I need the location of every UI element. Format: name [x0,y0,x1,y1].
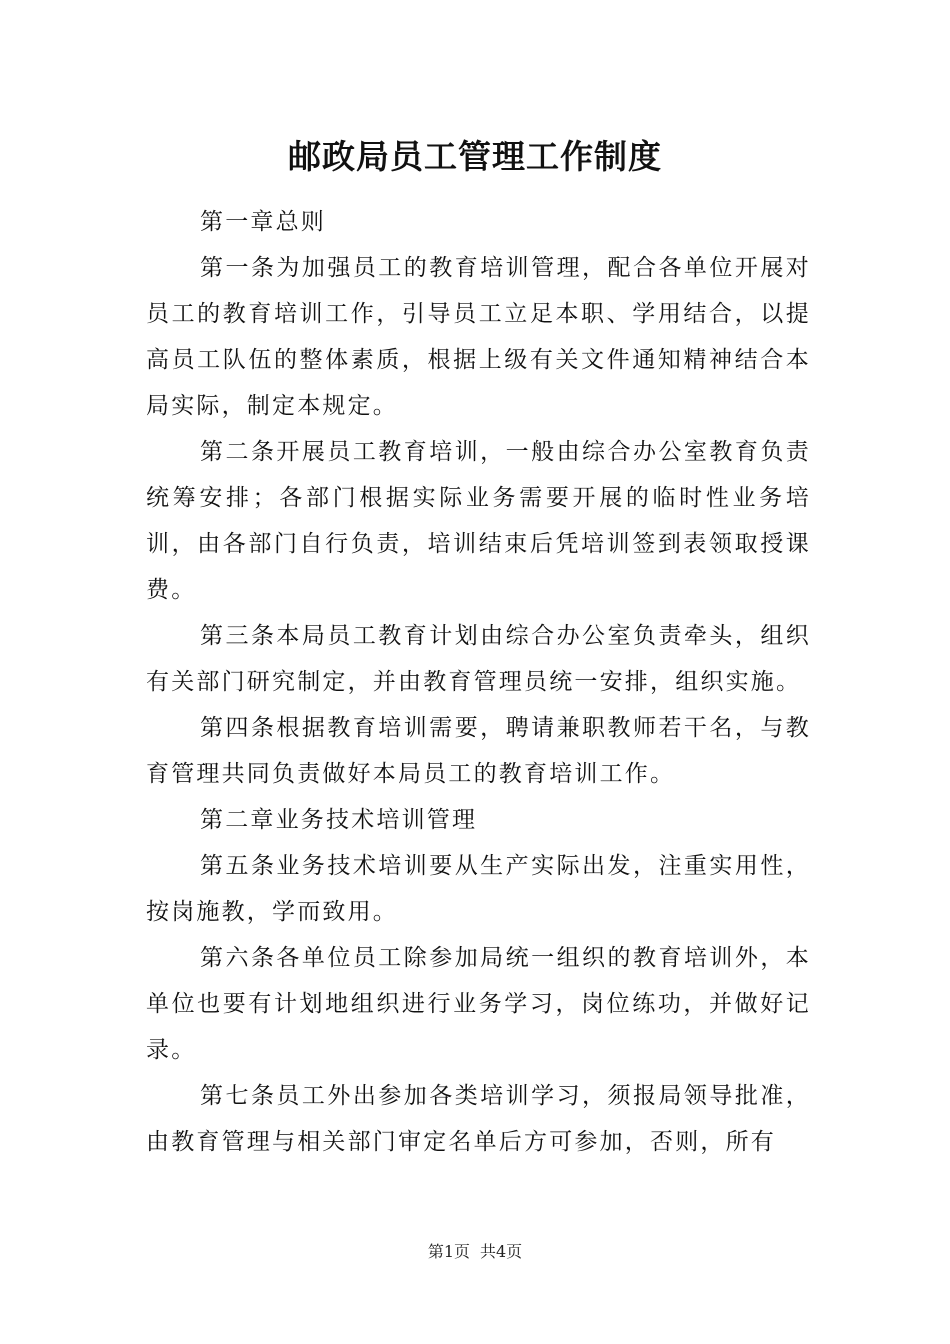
page-footer [0,1240,950,1264]
article-paragraph: 第五条业务技术培训要从生产实际出发，注重实用性，按岗施教，学而致用。 [146,853,811,925]
document-title: 邮政局员工管理工作制度 [288,137,662,176]
chapter-heading: 第一章总则 [200,209,326,235]
article-paragraph: 第二条开展员工教育培训，一般由综合办公室教育负责统筹安排；各部门根据实际业务需要开展的临时性业务培训，由各部门自行负责，培训结束后凭培训签到表领取授课费。 [146,439,811,603]
article-paragraph: 第三条本局员工教育计划由综合办公室负责牵头，组织有关部门研究制定，并由教育管理员统一安排，组织实施。 [146,623,811,695]
chapter-heading: 第二章业务技术培训管理 [200,807,478,833]
article-paragraph: 第六条各单位员工除参加局统一组织的教育培训外，本单位也要有计划地组织进行业务学习，岗位练功，并做好记录。 [146,945,811,1063]
document-body [146,199,811,1165]
page-total: 共4页 [480,1242,523,1261]
page-number: 第1页 [427,1242,470,1261]
article-paragraph: 第七条员工外出参加各类培训学习，须报局领导批准，由教育管理与相关部门审定名单后方可参加，否则，所有 [146,1083,811,1155]
article-paragraph: 第四条根据教育培训需要，聘请兼职教师若干名，与教育管理共同负责做好本局员工的教育培训工作。 [146,715,811,787]
article-paragraph: 第一条为加强员工的教育培训管理，配合各单位开展对员工的教育培训工作，引导员工立足本职、学用结合，以提高员工队伍的整体素质，根据上级有关文件通知精神结合本局实际，制定本规定。 [146,255,811,419]
